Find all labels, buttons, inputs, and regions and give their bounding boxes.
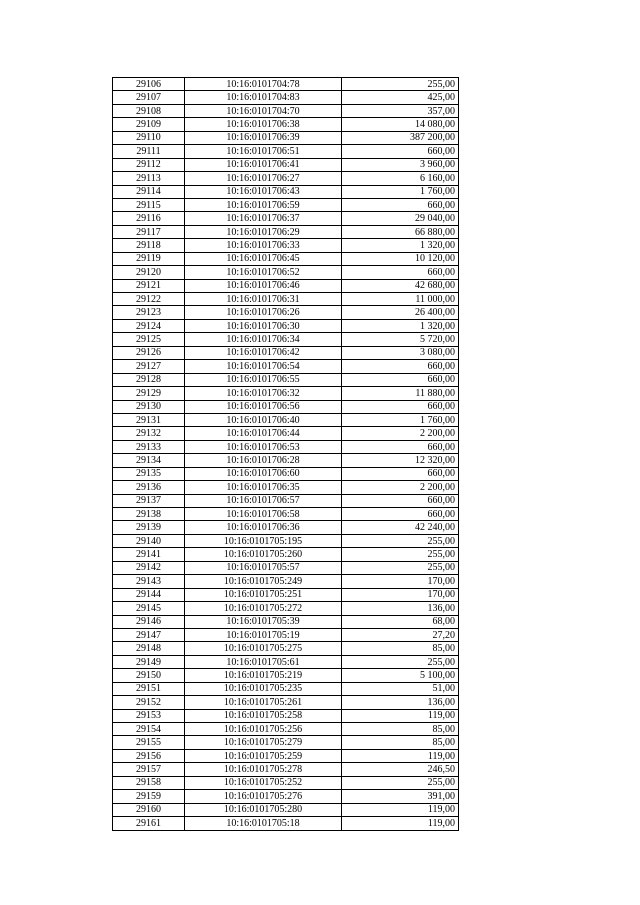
cadastral-number-cell: 10:16:0101705:57: [185, 561, 342, 574]
table-row: [113, 682, 459, 695]
amount-cell: 119,00: [342, 803, 459, 816]
row-number-cell: 29141: [113, 548, 185, 561]
table-row: [113, 118, 459, 131]
table-row: [113, 440, 459, 453]
cadastral-number-cell: 10:16:0101706:46: [185, 279, 342, 292]
row-number-cell: 29144: [113, 588, 185, 601]
amount-cell: 660,00: [342, 467, 459, 480]
table-row: [113, 454, 459, 467]
row-number-cell: 29149: [113, 655, 185, 668]
amount-cell: 119,00: [342, 709, 459, 722]
table-row: [113, 145, 459, 158]
row-number-cell: 29140: [113, 534, 185, 547]
row-number-cell: 29152: [113, 696, 185, 709]
table-row: [113, 360, 459, 373]
row-number-cell: 29110: [113, 131, 185, 144]
table-body: [113, 78, 459, 831]
row-number-cell: 29112: [113, 158, 185, 171]
table-row: [113, 561, 459, 574]
table-row: [113, 252, 459, 265]
table-row: [113, 212, 459, 225]
cadastral-number-cell: 10:16:0101706:32: [185, 387, 342, 400]
amount-cell: 255,00: [342, 78, 459, 91]
cadastral-number-cell: 10:16:0101706:57: [185, 494, 342, 507]
row-number-cell: 29115: [113, 198, 185, 211]
cadastral-number-cell: 10:16:0101705:259: [185, 749, 342, 762]
amount-cell: 255,00: [342, 561, 459, 574]
table-row: [113, 602, 459, 615]
amount-cell: 5 720,00: [342, 333, 459, 346]
amount-cell: 660,00: [342, 400, 459, 413]
amount-cell: 5 100,00: [342, 669, 459, 682]
table-row: [113, 548, 459, 561]
table-row: [113, 709, 459, 722]
table-row: [113, 239, 459, 252]
table-row: [113, 400, 459, 413]
row-number-cell: 29156: [113, 749, 185, 762]
row-number-cell: 29133: [113, 440, 185, 453]
amount-cell: 26 400,00: [342, 306, 459, 319]
amount-cell: 660,00: [342, 145, 459, 158]
cadastral-number-cell: 10:16:0101706:59: [185, 198, 342, 211]
table-row: [113, 185, 459, 198]
row-number-cell: 29118: [113, 239, 185, 252]
row-number-cell: 29137: [113, 494, 185, 507]
cadastral-number-cell: 10:16:0101706:53: [185, 440, 342, 453]
amount-cell: 27,20: [342, 628, 459, 641]
amount-cell: 246,50: [342, 763, 459, 776]
row-number-cell: 29158: [113, 776, 185, 789]
cadastral-number-cell: 10:16:0101706:28: [185, 454, 342, 467]
cadastral-number-cell: 10:16:0101706:29: [185, 225, 342, 238]
row-number-cell: 29106: [113, 78, 185, 91]
amount-cell: 85,00: [342, 723, 459, 736]
row-number-cell: 29161: [113, 817, 185, 830]
cadastral-number-cell: 10:16:0101706:35: [185, 481, 342, 494]
amount-cell: 2 200,00: [342, 481, 459, 494]
cadastral-number-cell: 10:16:0101705:251: [185, 588, 342, 601]
amount-cell: 660,00: [342, 373, 459, 386]
row-number-cell: 29147: [113, 628, 185, 641]
table-row: [113, 588, 459, 601]
cadastral-number-cell: 10:16:0101704:78: [185, 78, 342, 91]
cadastral-number-cell: 10:16:0101706:34: [185, 333, 342, 346]
table-row: [113, 575, 459, 588]
cadastral-number-cell: 10:16:0101705:19: [185, 628, 342, 641]
amount-cell: 68,00: [342, 615, 459, 628]
amount-cell: 357,00: [342, 104, 459, 117]
row-number-cell: 29151: [113, 682, 185, 695]
cadastral-number-cell: 10:16:0101705:252: [185, 776, 342, 789]
table-row: [113, 736, 459, 749]
row-number-cell: 29159: [113, 790, 185, 803]
table-row: [113, 413, 459, 426]
table-row: [113, 427, 459, 440]
table-row: [113, 172, 459, 185]
amount-cell: 3 960,00: [342, 158, 459, 171]
table-row: [113, 346, 459, 359]
cadastral-number-cell: 10:16:0101705:249: [185, 575, 342, 588]
table-row: [113, 803, 459, 816]
amount-cell: 136,00: [342, 696, 459, 709]
amount-cell: 1 320,00: [342, 239, 459, 252]
row-number-cell: 29135: [113, 467, 185, 480]
amount-cell: 42 240,00: [342, 521, 459, 534]
amount-cell: 10 120,00: [342, 252, 459, 265]
cadastral-number-cell: 10:16:0101705:219: [185, 669, 342, 682]
amount-cell: 660,00: [342, 266, 459, 279]
row-number-cell: 29120: [113, 266, 185, 279]
row-number-cell: 29134: [113, 454, 185, 467]
cadastral-number-cell: 10:16:0101705:61: [185, 655, 342, 668]
row-number-cell: 29150: [113, 669, 185, 682]
cadastral-number-cell: 10:16:0101705:256: [185, 723, 342, 736]
row-number-cell: 29132: [113, 427, 185, 440]
cadastral-number-cell: 10:16:0101706:42: [185, 346, 342, 359]
amount-cell: 1 760,00: [342, 413, 459, 426]
row-number-cell: 29131: [113, 413, 185, 426]
amount-cell: 255,00: [342, 776, 459, 789]
amount-cell: 1 320,00: [342, 319, 459, 332]
cadastral-number-cell: 10:16:0101706:39: [185, 131, 342, 144]
amount-cell: 14 080,00: [342, 118, 459, 131]
cadastral-number-cell: 10:16:0101704:70: [185, 104, 342, 117]
amount-cell: 391,00: [342, 790, 459, 803]
table-row: [113, 333, 459, 346]
cadastral-number-cell: 10:16:0101705:195: [185, 534, 342, 547]
cadastral-number-cell: 10:16:0101705:258: [185, 709, 342, 722]
cadastral-number-cell: 10:16:0101706:43: [185, 185, 342, 198]
row-number-cell: 29121: [113, 279, 185, 292]
table-row: [113, 481, 459, 494]
table-row: [113, 158, 459, 171]
amount-cell: 255,00: [342, 548, 459, 561]
table-row: [113, 817, 459, 830]
row-number-cell: 29153: [113, 709, 185, 722]
row-number-cell: 29117: [113, 225, 185, 238]
table-row: [113, 387, 459, 400]
row-number-cell: 29129: [113, 387, 185, 400]
cadastral-number-cell: 10:16:0101706:30: [185, 319, 342, 332]
row-number-cell: 29123: [113, 306, 185, 319]
row-number-cell: 29138: [113, 508, 185, 521]
table-row: [113, 723, 459, 736]
cadastral-number-cell: 10:16:0101705:278: [185, 763, 342, 776]
table-row: [113, 790, 459, 803]
cadastral-number-cell: 10:16:0101705:260: [185, 548, 342, 561]
table-row: [113, 279, 459, 292]
row-number-cell: 29148: [113, 642, 185, 655]
amount-cell: 660,00: [342, 494, 459, 507]
cadastral-number-cell: 10:16:0101706:33: [185, 239, 342, 252]
amount-cell: 660,00: [342, 360, 459, 373]
amount-cell: 255,00: [342, 534, 459, 547]
amount-cell: 66 880,00: [342, 225, 459, 238]
amount-cell: 11 880,00: [342, 387, 459, 400]
cadastral-number-cell: 10:16:0101706:38: [185, 118, 342, 131]
cadastral-number-cell: 10:16:0101706:54: [185, 360, 342, 373]
table-row: [113, 669, 459, 682]
amount-cell: 660,00: [342, 198, 459, 211]
cadastral-number-cell: 10:16:0101706:27: [185, 172, 342, 185]
cadastral-number-cell: 10:16:0101706:26: [185, 306, 342, 319]
table-row: [113, 642, 459, 655]
table-row: [113, 78, 459, 91]
cadastral-number-cell: 10:16:0101705:275: [185, 642, 342, 655]
amount-cell: 2 200,00: [342, 427, 459, 440]
row-number-cell: 29130: [113, 400, 185, 413]
row-number-cell: 29107: [113, 91, 185, 104]
cadastral-number-cell: 10:16:0101706:51: [185, 145, 342, 158]
amount-cell: 425,00: [342, 91, 459, 104]
table-row: [113, 655, 459, 668]
table-row: [113, 373, 459, 386]
cadastral-number-cell: 10:16:0101706:37: [185, 212, 342, 225]
row-number-cell: 29114: [113, 185, 185, 198]
row-number-cell: 29122: [113, 293, 185, 306]
table-row: [113, 306, 459, 319]
table-row: [113, 319, 459, 332]
row-number-cell: 29136: [113, 481, 185, 494]
row-number-cell: 29160: [113, 803, 185, 816]
row-number-cell: 29113: [113, 172, 185, 185]
cadastral-number-cell: 10:16:0101705:276: [185, 790, 342, 803]
cadastral-number-cell: 10:16:0101705:280: [185, 803, 342, 816]
row-number-cell: 29125: [113, 333, 185, 346]
row-number-cell: 29119: [113, 252, 185, 265]
cadastral-number-cell: 10:16:0101706:55: [185, 373, 342, 386]
amount-cell: 11 000,00: [342, 293, 459, 306]
row-number-cell: 29116: [113, 212, 185, 225]
table-row: [113, 763, 459, 776]
cadastral-number-cell: 10:16:0101705:39: [185, 615, 342, 628]
cadastral-number-cell: 10:16:0101704:83: [185, 91, 342, 104]
amount-cell: 85,00: [342, 642, 459, 655]
table-row: [113, 628, 459, 641]
table-row: [113, 749, 459, 762]
row-number-cell: 29143: [113, 575, 185, 588]
cadastral-number-cell: 10:16:0101706:60: [185, 467, 342, 480]
amount-cell: 170,00: [342, 575, 459, 588]
table-row: [113, 131, 459, 144]
row-number-cell: 29139: [113, 521, 185, 534]
table-row: [113, 198, 459, 211]
cadastral-number-cell: 10:16:0101706:45: [185, 252, 342, 265]
amount-cell: 387 200,00: [342, 131, 459, 144]
amount-cell: 1 760,00: [342, 185, 459, 198]
amount-cell: 42 680,00: [342, 279, 459, 292]
cadastral-number-cell: 10:16:0101706:40: [185, 413, 342, 426]
row-number-cell: 29108: [113, 104, 185, 117]
cadastral-number-cell: 10:16:0101706:58: [185, 508, 342, 521]
amount-cell: 170,00: [342, 588, 459, 601]
row-number-cell: 29157: [113, 763, 185, 776]
amount-cell: 255,00: [342, 655, 459, 668]
table-row: [113, 508, 459, 521]
table-row: [113, 225, 459, 238]
amount-cell: 51,00: [342, 682, 459, 695]
cadastral-number-cell: 10:16:0101705:18: [185, 817, 342, 830]
row-number-cell: 29124: [113, 319, 185, 332]
row-number-cell: 29111: [113, 145, 185, 158]
cadastral-number-cell: 10:16:0101706:44: [185, 427, 342, 440]
row-number-cell: 29145: [113, 602, 185, 615]
table-row: [113, 91, 459, 104]
row-number-cell: 29109: [113, 118, 185, 131]
amount-cell: 660,00: [342, 440, 459, 453]
amount-cell: 660,00: [342, 508, 459, 521]
row-number-cell: 29126: [113, 346, 185, 359]
amount-cell: 6 160,00: [342, 172, 459, 185]
table-row: [113, 104, 459, 117]
amount-cell: 12 320,00: [342, 454, 459, 467]
cadastral-number-cell: 10:16:0101706:36: [185, 521, 342, 534]
cadastral-number-cell: 10:16:0101705:235: [185, 682, 342, 695]
table-row: [113, 615, 459, 628]
amount-cell: 119,00: [342, 749, 459, 762]
row-number-cell: 29128: [113, 373, 185, 386]
cadastral-number-cell: 10:16:0101706:31: [185, 293, 342, 306]
cadastral-number-cell: 10:16:0101705:261: [185, 696, 342, 709]
table-row: [113, 776, 459, 789]
table-row: [113, 467, 459, 480]
table-row: [113, 293, 459, 306]
cadastral-number-cell: 10:16:0101706:41: [185, 158, 342, 171]
amount-cell: 119,00: [342, 817, 459, 830]
row-number-cell: 29142: [113, 561, 185, 574]
amount-cell: 85,00: [342, 736, 459, 749]
table-row: [113, 266, 459, 279]
cadastral-number-cell: 10:16:0101705:279: [185, 736, 342, 749]
table-row: [113, 534, 459, 547]
table-row: [113, 696, 459, 709]
row-number-cell: 29155: [113, 736, 185, 749]
data-table: [112, 77, 459, 831]
row-number-cell: 29154: [113, 723, 185, 736]
row-number-cell: 29146: [113, 615, 185, 628]
amount-cell: 3 080,00: [342, 346, 459, 359]
amount-cell: 29 040,00: [342, 212, 459, 225]
row-number-cell: 29127: [113, 360, 185, 373]
table-row: [113, 494, 459, 507]
table-row: [113, 521, 459, 534]
cadastral-number-cell: 10:16:0101706:52: [185, 266, 342, 279]
cadastral-number-cell: 10:16:0101705:272: [185, 602, 342, 615]
amount-cell: 136,00: [342, 602, 459, 615]
cadastral-number-cell: 10:16:0101706:56: [185, 400, 342, 413]
